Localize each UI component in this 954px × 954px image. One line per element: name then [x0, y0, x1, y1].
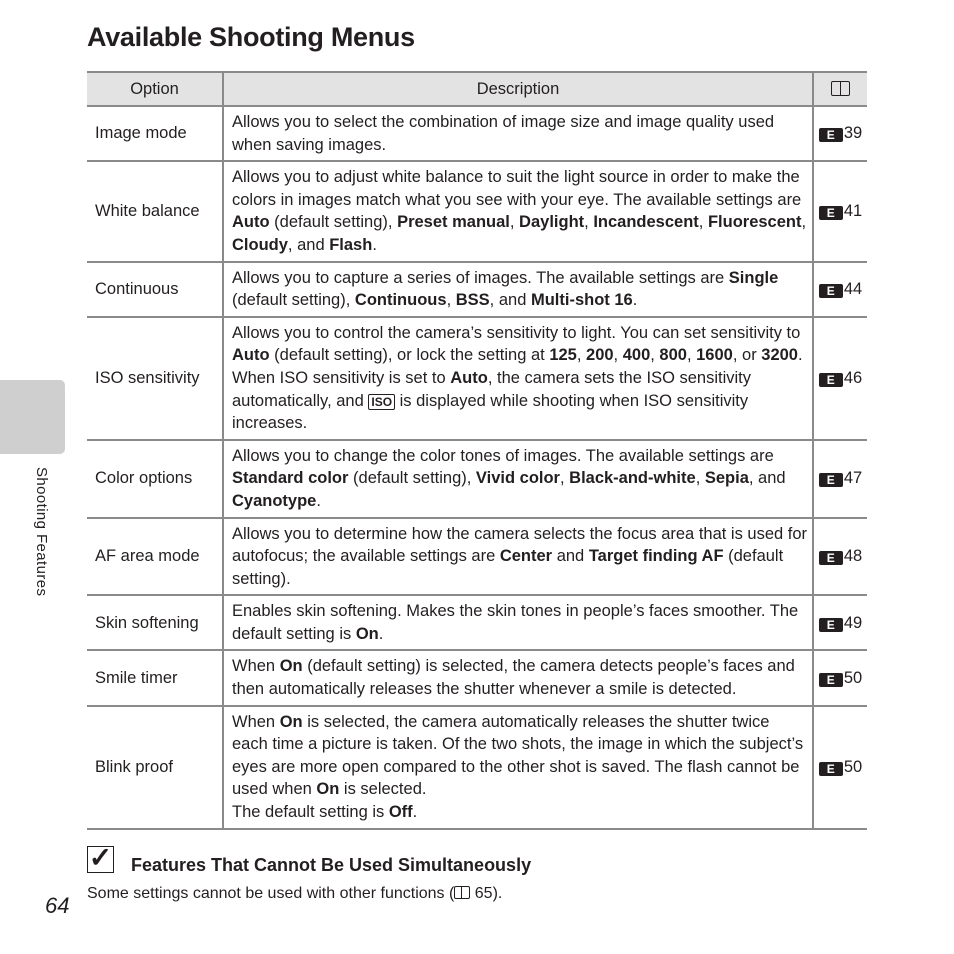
description-text: is displayed while shooting when ISO sensitivity increases. — [232, 391, 749, 433]
table-row — [87, 440, 867, 518]
option-name: Image mode — [87, 106, 223, 161]
option-description — [223, 595, 813, 650]
setting-name: Incandescent — [593, 213, 699, 232]
setting-name: Fluorescent — [707, 213, 802, 232]
page-title: Available Shooting Menus — [87, 22, 415, 52]
option-description — [223, 650, 813, 705]
setting-name: Standard color — [232, 469, 349, 488]
reference-page: 47 — [843, 469, 863, 488]
option-description — [223, 440, 813, 518]
description-text: , and — [489, 291, 531, 310]
option-name: Color options — [87, 440, 223, 518]
setting-name: Sepia — [704, 469, 749, 488]
reference-section-icon: E — [819, 373, 843, 387]
reference-section-icon: E — [819, 551, 843, 565]
reference-page: 41 — [843, 202, 863, 221]
iso-icon: ISO — [368, 394, 395, 410]
page-reference — [813, 262, 867, 317]
description-text: , — [695, 469, 705, 488]
setting-name: Auto — [232, 346, 270, 365]
option-description — [223, 518, 813, 596]
page-reference — [813, 161, 867, 261]
table-row — [87, 595, 867, 650]
description-text: (default setting). — [232, 547, 784, 588]
setting-name: Preset manual — [397, 213, 510, 232]
description-text: , or — [732, 346, 762, 365]
description-text: . When ISO sensitivity is set to — [232, 346, 803, 387]
note-text — [87, 885, 502, 903]
description-text: , the camera sets the ISO sensitivity automatically, and — [232, 368, 752, 410]
description-text: Allows you to change the color tones of images. The available settings are — [232, 446, 774, 465]
option-name: AF area mode — [87, 518, 223, 596]
reference-section-icon: E — [819, 473, 843, 487]
header-reference — [813, 72, 867, 106]
description-text: , — [559, 469, 570, 488]
reference-page: 49 — [843, 613, 863, 632]
reference-section-icon: E — [819, 673, 843, 687]
reference-page: 46 — [843, 368, 863, 387]
description-text: Allows you to determine how the camera selects the focus area that is used for autofocus; the available settings are — [232, 524, 808, 566]
reference-page: 39 — [843, 124, 863, 143]
reference-section-icon: E — [819, 618, 843, 632]
description-text: When — [232, 712, 280, 731]
option-description — [223, 262, 813, 317]
setting-name: 400 — [622, 346, 651, 365]
setting-name: 125 — [549, 346, 577, 365]
setting-name: Target finding AF — [588, 547, 724, 566]
page-reference — [813, 595, 867, 650]
note-box — [87, 842, 117, 876]
description-text: , and — [748, 469, 786, 488]
setting-name: BSS — [455, 291, 490, 310]
option-name: Skin softening — [87, 595, 223, 650]
description-text: When — [232, 657, 280, 676]
table-row — [87, 317, 867, 440]
option-name: Continuous — [87, 262, 223, 317]
table-row — [87, 650, 867, 705]
description-text: . — [316, 491, 321, 510]
setting-name: On — [355, 624, 379, 643]
description-text: Enables skin softening. Makes the skin tones in people’s faces smoother. The default setting is — [232, 602, 799, 643]
description-text: , and — [287, 235, 330, 254]
header-description: Description — [223, 72, 813, 106]
page-reference — [813, 706, 867, 829]
option-description — [223, 106, 813, 161]
description-text: (default setting), — [269, 213, 398, 232]
setting-name: 3200 — [761, 346, 798, 365]
option-name: White balance — [87, 161, 223, 261]
setting-name: On — [279, 657, 303, 676]
table-row — [87, 518, 867, 596]
book-icon — [454, 886, 470, 899]
description-text: Allows you to select the combination of image size and image quality used when saving images. — [232, 113, 775, 154]
description-text: , — [686, 346, 697, 365]
setting-name: Cyanotype — [232, 491, 317, 510]
setting-name: Center — [499, 547, 553, 566]
reference-page: 44 — [843, 279, 863, 298]
option-description — [223, 161, 813, 261]
note-text-after: ). — [492, 885, 503, 902]
page-reference — [813, 518, 867, 596]
description-text: and — [552, 547, 589, 566]
page-reference — [813, 317, 867, 440]
table-row — [87, 262, 867, 317]
description-text: , — [650, 346, 660, 365]
table-row — [87, 706, 867, 829]
description-text: is selected, the camera automatically releases the shutter twice each time a picture is taken. Of the two shots, the image in which the subject’s eyes are more open compared to the other shot is saved. The flash cannot be used when — [232, 712, 804, 799]
shooting-menu-table — [87, 71, 867, 830]
setting-name: Vivid color — [475, 469, 560, 488]
section-tab — [0, 380, 65, 454]
table-row — [87, 106, 867, 161]
setting-name: Cloudy — [232, 235, 288, 254]
description-text: , — [446, 291, 456, 310]
reference-page: 50 — [843, 757, 863, 776]
reference-section-icon: E — [819, 284, 843, 298]
description-text: The default setting is — [232, 803, 389, 822]
description-text: (default setting), — [348, 469, 476, 488]
book-icon — [831, 81, 850, 96]
setting-name: 200 — [586, 346, 614, 365]
option-name: ISO sensitivity — [87, 317, 223, 440]
setting-name: On — [279, 712, 303, 731]
option-name: Smile timer — [87, 650, 223, 705]
description-text: , — [801, 213, 807, 232]
note-text-before: Some settings cannot be used with other functions ( — [87, 885, 455, 902]
setting-name: Multi-shot 16 — [530, 291, 633, 310]
description-text: . — [372, 235, 377, 254]
setting-name: Auto — [232, 213, 270, 232]
setting-name: 800 — [659, 346, 687, 365]
description-text: is selected. — [339, 780, 427, 799]
reference-section-icon: E — [819, 762, 843, 776]
description-text: (default setting), — [232, 291, 355, 310]
setting-name: On — [316, 780, 340, 799]
header-option: Option — [87, 72, 223, 106]
description-text: (default setting), or lock the setting at — [269, 346, 550, 365]
description-text: , — [576, 346, 587, 365]
table-body — [87, 106, 867, 829]
description-text: Allows you to capture a series of images. The available settings are — [232, 268, 729, 287]
setting-name: Flash — [329, 235, 373, 254]
description-text: Allows you to adjust white balance to suit the light source in order to make the colors in images match what you see with your eye. The available settings are — [232, 168, 802, 209]
page-reference — [813, 106, 867, 161]
setting-name: Continuous — [354, 291, 447, 310]
page-number: 64 — [45, 893, 70, 918]
page-reference — [813, 440, 867, 518]
setting-name: Daylight — [519, 213, 585, 232]
description-text: , — [613, 346, 623, 365]
description-text: Allows you to control the camera’s sensitivity to light. You can set sensitivity to — [232, 323, 801, 342]
option-name: Blink proof — [87, 706, 223, 829]
table-row — [87, 161, 867, 261]
setting-name: Black-and-white — [569, 469, 696, 488]
page-reference — [813, 650, 867, 705]
description-text: . — [632, 291, 638, 310]
description-text: . — [412, 803, 418, 822]
reference-page: 50 — [843, 668, 863, 687]
option-description — [223, 706, 813, 829]
setting-name: Off — [388, 803, 413, 822]
reference-section-icon: E — [819, 206, 843, 220]
check-icon: ✓ — [88, 842, 113, 873]
description-text: , — [509, 213, 520, 232]
description-text: , — [698, 213, 708, 232]
option-description — [223, 317, 813, 440]
description-text: (default setting) is selected, the camera detects people’s faces and then automatically releases the shutter whenever a smile is detected. — [232, 657, 795, 699]
description-text: . — [378, 624, 384, 643]
description-text: , — [584, 213, 594, 232]
note-page-ref: 65 — [474, 885, 493, 902]
setting-name: 1600 — [696, 346, 733, 365]
note-title: Features That Cannot Be Used Simultaneously — [131, 855, 532, 875]
table-header-row — [87, 72, 867, 106]
reference-page: 48 — [843, 547, 863, 566]
setting-name: Auto — [450, 368, 488, 387]
reference-section-icon: E — [819, 128, 843, 142]
section-label: Shooting Features — [33, 467, 50, 597]
setting-name: Single — [728, 268, 779, 287]
